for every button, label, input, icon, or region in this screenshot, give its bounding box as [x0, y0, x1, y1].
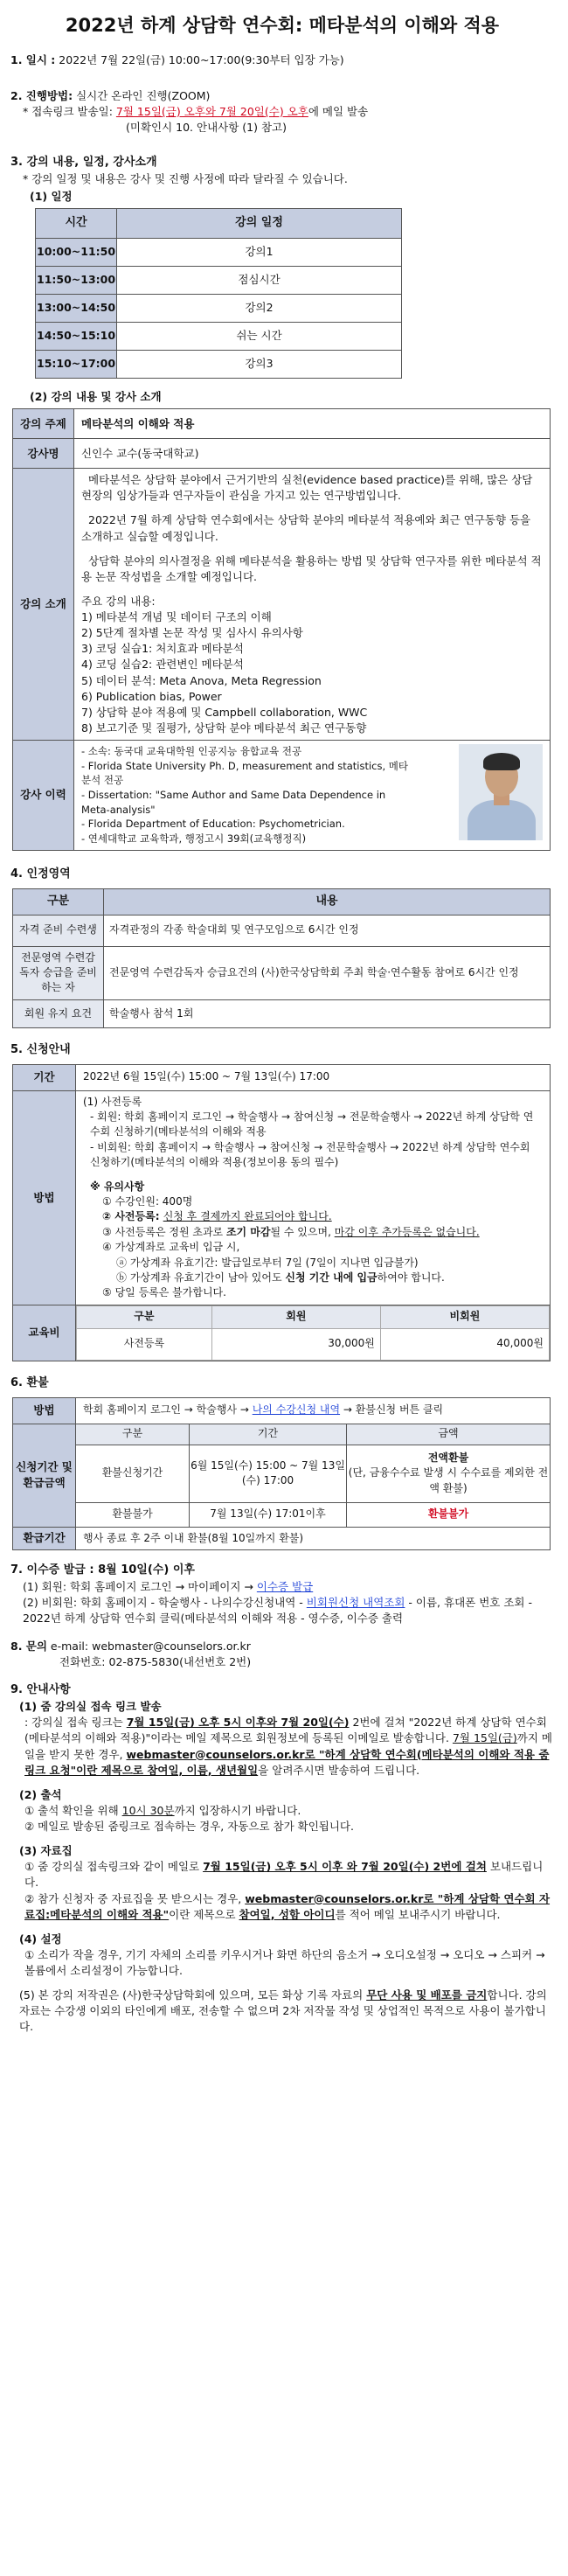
table-row	[13, 1502, 551, 1527]
refund-method-value: 학회 홈페이지 로그인 → 학술행사 → 나의 수강신청 내역 → 환불신청 버튼 클릭	[76, 1397, 551, 1424]
table-row	[13, 1397, 551, 1424]
sub-heading-schedule: (1) 일정	[30, 189, 73, 203]
preregister-heading: (1) 사전등록	[83, 1095, 142, 1108]
intro-paragraph: 2022년 7월 하계 상담학 연수회에서는 상담학 분야의 메타분석 적용예와 최근 연구동향 등을 소개하고 실습할 예정입니다.	[81, 513, 531, 543]
list-item: - Florida Department of Education: Psychometrician.	[81, 818, 345, 831]
fee-header: 회원	[211, 1305, 380, 1328]
credit-content: 학술행사 참석 1회	[104, 999, 551, 1027]
table-row	[36, 323, 402, 351]
refund-period: 6월 15일(수) 15:00 ~ 7월 13일(수) 17:00	[190, 1445, 347, 1502]
notes-subheading: (2) 출석	[19, 1787, 62, 1801]
refund-amount: 환불불가	[347, 1502, 551, 1527]
period-value: 2022년 6월 15일(수) 15:00 ~ 7월 13일(수) 17:00	[76, 1064, 551, 1090]
member-steps: - 회원: 학회 홈페이지 로그인 → 학술행사 → 참여신청 → 전문학술행사 → 2022년 하계 상담학 연수회 신청하기(메타분석의 이해와 적용	[90, 1110, 534, 1138]
notes-subheading: (1) 줌 강의실 접속 링크 발송	[19, 1700, 162, 1714]
schedule-time: 13:00~14:50	[36, 295, 117, 323]
notes-paragraph: ② 참가 신청자 중 자료집을 못 받으시는 경우, webmaster@counselors.or.kr로 "하계 상담학 연수회 자료집:메타분석의 이해와 적용"이란 제목으로 참여일, 성함 아이디를 적어 메일 보내주시기 바랍니다.	[24, 1891, 551, 1921]
fee-member: 30,000원	[211, 1328, 380, 1360]
schedule-table	[35, 208, 402, 379]
notes-subheading: (3) 자료집	[19, 1844, 73, 1858]
table-row	[36, 351, 402, 379]
section-credit	[10, 867, 554, 1028]
table-row	[13, 469, 551, 741]
table-row	[13, 1445, 551, 1502]
schedule-item: 강의3	[117, 351, 402, 379]
page-title: 2022년 하계 상담학 연수회: 메타분석의 이해와 적용	[65, 15, 500, 36]
certificate-nonmember: (2) 비회원: 학회 홈페이지 - 학술행사 - 나의수강신청내역 - 비회원신청 내역조회 - 이름, 휴대폰 번호 조회 - 2022년 하계 상담학 연수회 클릭(메타분석의 이해와 적용 - 영수증, 이수증 출력	[23, 1595, 532, 1625]
section-notes	[10, 1682, 554, 2035]
schedule-header-item: 강의 일정	[117, 209, 402, 239]
application-table	[12, 1064, 551, 1361]
section-heading: 7. 이수증 발급 : 8월 10일(수) 이후	[10, 1563, 195, 1577]
credit-type: 회원 유지 요건	[13, 999, 104, 1027]
table-row	[13, 1090, 551, 1305]
section-heading: 6. 환불	[10, 1375, 49, 1389]
schedule-note: * 강의 일정 및 내용은 강사 및 진행 사정에 따라 달라질 수 있습니다.	[23, 171, 348, 185]
lecturer-value: 신인수 교수(동국대학교)	[74, 439, 551, 469]
schedule-time: 11:50~13:00	[36, 267, 117, 295]
link-send-label: * 접속링크 발송일:	[23, 104, 116, 118]
table-row	[13, 439, 551, 469]
section-contact	[10, 1639, 554, 1670]
table-row	[77, 1328, 550, 1360]
fee-header: 구분	[77, 1305, 212, 1328]
table-row	[13, 999, 551, 1027]
refund-header: 기간	[190, 1424, 347, 1445]
list-item: - 연세대학교 교육학과, 행정고시 39회(교육행정직)	[81, 832, 307, 846]
table-row	[13, 1305, 551, 1361]
section-date	[10, 52, 554, 68]
table-row	[13, 409, 551, 439]
subject-key: 강의 주제	[13, 409, 74, 439]
link-send-suffix: 에 메일 발송	[308, 104, 369, 118]
section-refund	[10, 1375, 554, 1550]
section-heading: 4. 인정영역	[10, 867, 71, 881]
lecture-table	[12, 408, 551, 851]
list-item: - 소속: 동국대 교육대학원 인공지능 융합교육 전공	[81, 745, 302, 758]
section-application	[10, 1042, 554, 1361]
lecturer-key: 강사명	[13, 439, 74, 469]
refund-type: 환불불가	[76, 1502, 190, 1527]
credit-header-type: 구분	[13, 888, 104, 915]
section-heading: 9. 안내사항	[10, 1683, 71, 1697]
intro-paragraph: 메타분석은 상담학 분야에서 근거기반의 실천(evidence based practice)를 위해, 많은 상담현장의 임상가들과 연구자들이 관심을 가지고 있는 연구방법입니다.	[81, 473, 533, 503]
table-row	[36, 267, 402, 295]
note-item: ④ 가상계좌로 교육비 입금 시,	[102, 1241, 240, 1254]
link-send-note: (미확인시 10. 안내사항 (1) 참고)	[126, 120, 287, 134]
note-item: ② 사전등록: 신청 후 결제까지 완료되어야 합니다.	[102, 1210, 332, 1223]
subject-value: 메타분석의 이해와 적용	[74, 409, 551, 439]
table-row	[36, 239, 402, 267]
table-row	[36, 295, 402, 323]
schedule-item: 점심시간	[117, 267, 402, 295]
notes-heading: ※ 유의사항	[90, 1180, 145, 1193]
list-item: 1) 메타분석 개념 및 데이터 구조의 이해	[81, 610, 272, 624]
refund-type: 환불신청기간	[76, 1445, 190, 1502]
refund-table	[12, 1397, 551, 1550]
refund-method-key: 방법	[13, 1397, 76, 1424]
fee-type: 사전등록	[77, 1328, 212, 1360]
refund-header: 금액	[347, 1424, 551, 1445]
table-row	[13, 1064, 551, 1090]
date-text: 2022년 7월 22일(금) 10:00~17:00(9:30부터 입장 가능)	[55, 53, 344, 67]
fee-nonmember: 40,000원	[380, 1328, 549, 1360]
contact-email: e-mail: webmaster@counselors.or.kr	[46, 1640, 251, 1654]
nonmember-steps: - 비회원: 학회 홈페이지 → 학술행사 → 참여신청 → 전문학술행사 → 2022년 하계 상담학 연수회 신청하기(메타분석의 이해와 적용(정보이용 동의 필수)	[90, 1140, 530, 1169]
contact-phone: 전화번호: 02-875-5830(내선번호 2번)	[59, 1655, 252, 1669]
section-heading: 2. 진행방법:	[10, 88, 73, 102]
list-item: 7) 상담학 분야 적용예 및 Campbell collaboration, WWC	[81, 705, 368, 719]
method-value	[76, 1090, 551, 1305]
note-item: ③ 사전등록은 정원 초과로 조기 마감될 수 있으며, 마감 이후 추가등록은 없습니다.	[102, 1225, 480, 1238]
section-heading: 3. 강의 내용, 일정, 강사소개	[10, 155, 157, 169]
refund-period-key: 환급기간	[13, 1527, 76, 1549]
fee-header: 비회원	[380, 1305, 549, 1328]
section-method	[10, 88, 554, 136]
credit-table	[12, 888, 551, 1028]
intro-key: 강의 소개	[13, 469, 74, 741]
schedule-time: 15:10~17:00	[36, 351, 117, 379]
section-certificate	[10, 1563, 554, 1626]
fee-value	[76, 1305, 551, 1361]
method-key: 방법	[13, 1090, 76, 1305]
certificate-link[interactable]: 이수증 발급	[256, 1579, 314, 1593]
nonmember-lookup-link[interactable]: 비회원신청 내역조회	[306, 1595, 405, 1609]
schedule-item: 강의1	[117, 239, 402, 267]
table-row	[13, 1424, 551, 1445]
table-row	[13, 946, 551, 999]
notes-paragraph: ① 줌 강의실 접속링크와 같이 메일로 7월 15일(금) 오후 5시 이후 와 7월 20일(수) 2번에 걸쳐 보내드립니다.	[24, 1860, 544, 1890]
section-lectures	[10, 155, 554, 851]
list-item: 6) Publication bias, Power	[81, 689, 222, 703]
link-send-dates: 7월 15일(금) 오후와 7월 20일(수) 오후	[115, 104, 308, 118]
intro-value	[74, 469, 551, 741]
certificate-member: (1) 회원: 학회 홈페이지 로그인 → 마이페이지 → 이수증 발급	[23, 1579, 314, 1593]
section-heading: 1. 일시 :	[10, 53, 56, 67]
notes-paragraph: ① 소리가 작을 경우, 기기 자체의 소리를 키우시거나 화면 하단의 음소거 → 오디오설정 → 오디오 → 스피커 → 볼륨에서 소리설정이 가능합니다.	[24, 1947, 545, 1978]
list-item: 8) 보고기준 및 질평가, 상담학 분야 메타분석 최근 연구동향	[81, 721, 367, 735]
section-heading: 5. 신청안내	[10, 1042, 71, 1056]
schedule-header-time: 시간	[36, 209, 117, 239]
schedule-item: 쉬는 시간	[117, 323, 402, 351]
note-item: ⑤ 당일 등록은 불가합니다.	[102, 1286, 226, 1299]
credit-type: 전문영역 수련감독자 승급을 준비하는 자	[13, 946, 104, 999]
list-item: 3) 코딩 실습1: 처치효과 메타분석	[81, 642, 244, 656]
table-row	[13, 915, 551, 946]
list-item: - Dissertation: "Same Author and Same Data Dependence in Meta-analysis"	[81, 789, 386, 816]
refund-amount-key: 신청기간 및 환급금액	[13, 1424, 76, 1527]
list-item: 4) 코딩 실습2: 관련변인 메타분석	[81, 658, 244, 672]
refund-period-value: 행사 종료 후 2주 이내 환불(8월 10일까지 환불)	[76, 1527, 551, 1549]
period-key: 기간	[13, 1064, 76, 1090]
schedule-time: 10:00~11:50	[36, 239, 117, 267]
refund-amount: 전액환불 (단, 금융수수료 발생 시 수수료를 제외한 전액 환불)	[347, 1445, 551, 1502]
lecturer-photo	[459, 744, 543, 840]
table-row	[13, 1527, 551, 1549]
schedule-item: 강의2	[117, 295, 402, 323]
refund-period: 7월 13일(수) 17:01이후	[190, 1502, 347, 1527]
intro-paragraph: 상담학 분야의 의사결정을 위해 메타분석을 활용하는 방법 및 상담학 연구자를 위한 메타분석 적용 논문 작성법을 소개할 예정입니다.	[81, 553, 542, 583]
table-row	[13, 741, 551, 851]
notes-paragraph: ② 메일로 발송된 줌링크로 접속하는 경우, 자동으로 참가 확인됩니다.	[24, 1820, 354, 1834]
intro-list-heading: 주요 강의 내용:	[81, 594, 156, 608]
section-heading: 8. 문의	[10, 1640, 47, 1654]
career-value	[74, 741, 551, 851]
method-text: 실시간 온라인 진행(ZOOM)	[73, 88, 211, 102]
credit-type: 자격 준비 수련생	[13, 915, 104, 946]
sub-heading-lecture: (2) 강의 내용 및 강사 소개	[30, 390, 162, 404]
credit-content: 자격관정의 각종 학술대회 및 연구모임으로 6시간 인정	[104, 915, 551, 946]
career-key: 강사 이력	[13, 741, 74, 851]
note-item: ① 수강인원: 400명	[102, 1194, 193, 1208]
credit-content: 전문영역 수련감독자 승급요건의 (사)한국상담학회 주최 학술·연수활동 참여로 6시간 인정	[104, 946, 551, 999]
refund-header: 구분	[76, 1424, 190, 1445]
list-item: 5) 데이터 분석: Meta Anova, Meta Regression	[81, 673, 322, 687]
schedule-time: 14:50~15:10	[36, 323, 117, 351]
note-item: ⓑ 가상계좌 유효기간이 남아 있어도 신청 기간 내에 입금하여야 합니다.	[116, 1271, 445, 1284]
notes-subheading: (4) 설정	[19, 1932, 62, 1946]
list-item: 2) 5단계 절차별 논문 작성 및 심사시 유의사항	[81, 626, 303, 640]
fee-key: 교육비	[13, 1305, 76, 1361]
notes-paragraph: (5) 본 강의 저작권은 (사)한국상담학회에 있으며, 모든 화상 기록 자료의 무단 사용 및 배포를 금지합니다. 강의자료는 수강생 이외의 타인에게 배포, 전송할 수 없으며 2차 저작물 작성 및 상업적인 목적으로 사용이 불가합니다.	[19, 1988, 547, 2034]
my-registrations-link[interactable]: 나의 수강신청 내역	[252, 1403, 341, 1417]
credit-header-content: 내용	[104, 888, 551, 915]
list-item: - Florida State University Ph. D, measurement and statistics, 메타분석 전공	[81, 759, 409, 787]
note-item: ⓐ 가상계좌 유효기간: 발급일로부터 7일 (7일이 지나면 입금불가)	[116, 1256, 419, 1269]
fee-table	[76, 1305, 550, 1361]
notes-paragraph: : 강의실 접속 링크는 7월 15일(금) 오후 5시 이후와 7월 20일(수) 2번에 걸쳐 "2022년 하계 상담학 연수회(메타분석의 이해와 적용)"이라는 메일 제목으로 회원정보에 등록된 이메일로 발송합니다. 7월 15일(금)까지 메일을 받지 못한 경우, webmaster@counselors.or.kr로 "하계 상담학 연수회(메타분석의 이해와 적용 줌링크 요청"이란 제목으로 참여일, 이름, 생년월일을 알려주시면 발송하여 드립니다.	[24, 1716, 552, 1777]
notes-paragraph: ① 출석 확인을 위해 10시 30분까지 입장하시기 바랍니다.	[24, 1803, 301, 1817]
